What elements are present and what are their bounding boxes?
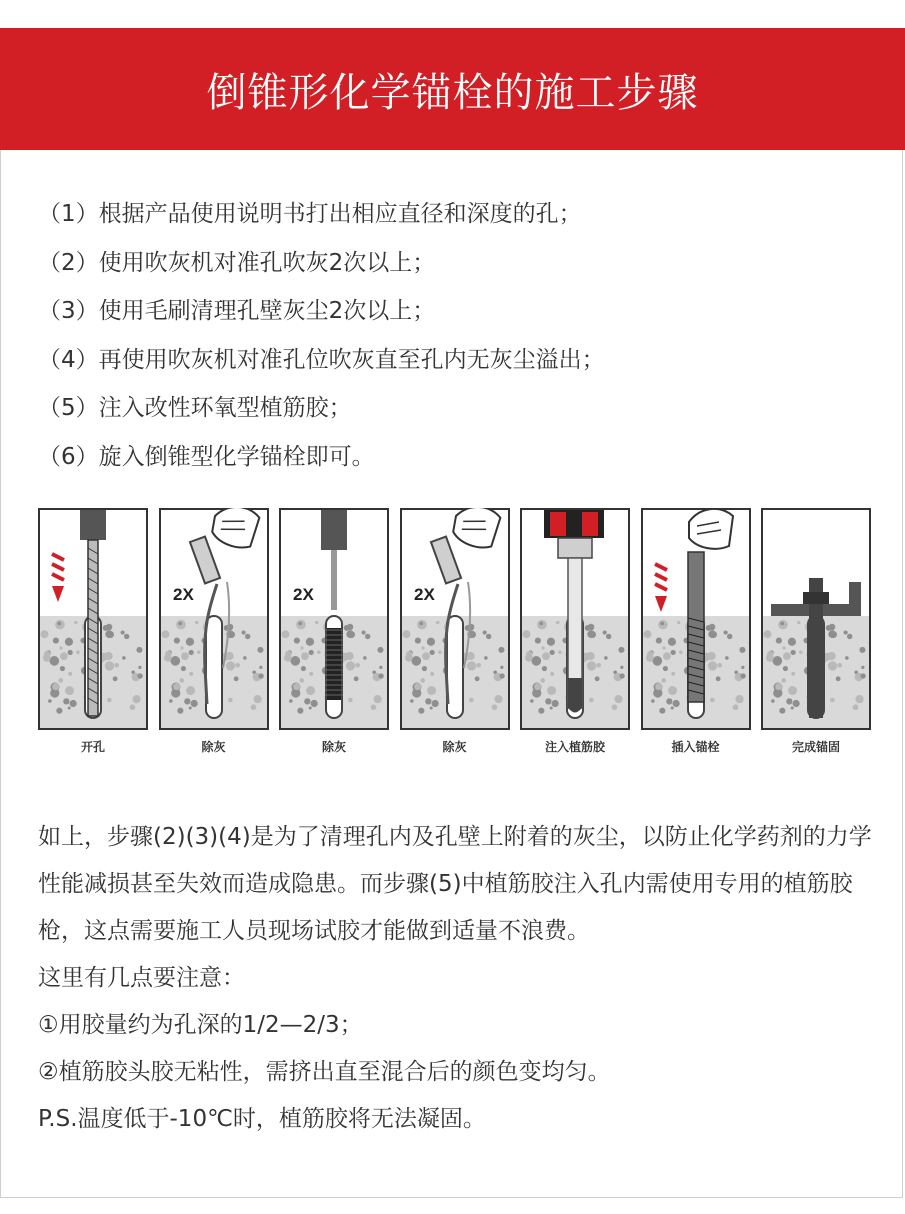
- diagram-panel-2: [159, 508, 269, 730]
- diagram-caption-2: 除灰: [201, 740, 226, 754]
- step-5: （5）注入改性环氧型植筋胶；: [38, 395, 352, 422]
- note-1: ①用胶量约为孔深的1/2—2/3；: [38, 1012, 363, 1038]
- ps-note: P.S.温度低于-10℃时，植筋胶将无法凝固。: [38, 1106, 486, 1132]
- diagram-panel-6: [641, 508, 751, 730]
- step-6: （6）旋入倒锥型化学锚栓即可。: [38, 443, 375, 470]
- step-4: （4）再使用吹灰机对准孔位吹灰直至孔内无灰尘溢出；: [38, 346, 605, 373]
- repeat-count-label: 2X: [293, 585, 314, 604]
- diagram-panel-4: [400, 508, 510, 730]
- note-2: ②植筋胶头胶无粘性，需挤出直至混合后的颜色变均匀。: [38, 1059, 611, 1085]
- diagram-panel-1: [38, 508, 148, 730]
- diagram-panel-5: [520, 508, 630, 730]
- steps-list: [38, 190, 605, 482]
- step-1: （1）根据产品使用说明书打出相应直径和深度的孔；: [38, 201, 582, 227]
- step-2: （2）使用吹灰机对准孔吹灰2次以上；: [38, 249, 436, 276]
- explanation: [38, 814, 873, 1143]
- explanation-paragraph: 如上，步骤(2)(3)(4)是为了清理孔内及孔壁上附着的灰尘，以防止化学药剂的力学性能减损甚至失效而造成隐患。而步骤(5)中植筋胶注入孔内需使用专用的植筋胶枪，这点需要施工人员现场试胶才能做到适量不浪费。: [38, 824, 872, 944]
- diagram-caption-6: 插入锚栓: [671, 740, 720, 754]
- step-3: （3）使用毛刷清理孔壁灰尘2次以上；: [38, 298, 436, 325]
- diagram-caption-4: 除灰: [442, 740, 467, 754]
- repeat-count-label: 2X: [413, 585, 435, 604]
- diagram-panel-7: [761, 508, 871, 730]
- diagram-panel-3: [279, 508, 389, 730]
- diagram-caption-7: 完成锚固: [791, 740, 840, 754]
- title-banner: [0, 28, 905, 150]
- diagram-caption-1: 开孔: [80, 740, 105, 754]
- installation-diagram: [38, 508, 872, 758]
- page-title: 倒锥形化学锚栓的施工步骤: [206, 69, 699, 116]
- diagram-caption-3: 除灰: [321, 740, 346, 754]
- repeat-count-label: 2X: [172, 585, 194, 604]
- notes-heading: 这里有几点要注意：: [38, 965, 245, 991]
- diagram-caption-5: 注入植筋胶: [544, 740, 605, 754]
